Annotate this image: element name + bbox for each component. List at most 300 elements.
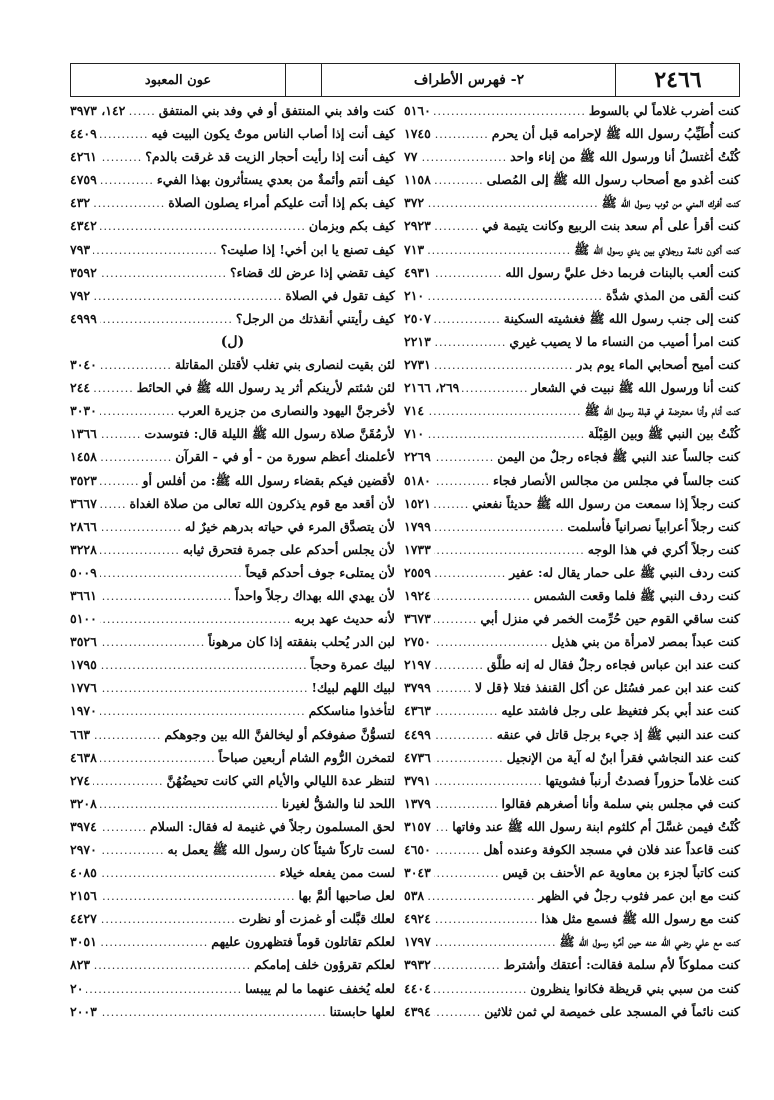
entry-number: ٢١٥٦ — [70, 888, 97, 904]
index-entry — [70, 911, 395, 934]
index-entry — [70, 727, 395, 750]
section-letter: (ل) — [220, 333, 245, 350]
index-entry — [404, 703, 740, 726]
index-entry — [404, 496, 740, 519]
dot-leader — [100, 752, 216, 765]
entry-text: كنت أضرب غلاماً لي بالسوط — [588, 103, 740, 118]
entry-text: كُنْتُ أغتسلُ أنا ورسول الله ﷺ من إناء واحد — [510, 149, 740, 165]
entry-number: ٢٠ — [70, 980, 84, 996]
index-entry — [404, 542, 740, 565]
dot-leader — [434, 475, 490, 488]
entry-number: ٢١٠ — [404, 287, 425, 303]
entry-number: ٣١٥٧ — [404, 818, 431, 834]
dot-leader — [100, 498, 127, 511]
index-entry — [404, 981, 740, 1004]
entry-text: كنت رجلاً إذا سمعت من رسول الله ﷺ حديثاً نفعني — [472, 495, 740, 511]
entry-number: ٢١٩٧ — [404, 657, 431, 673]
dot-leader — [100, 521, 182, 534]
index-entry — [70, 103, 395, 126]
dot-leader — [434, 174, 484, 187]
entry-number: ٣٠٤٠ — [70, 357, 97, 373]
index-entry — [404, 357, 740, 380]
entry-number: ٧١٠ — [404, 426, 425, 442]
index-entry — [404, 334, 740, 357]
index-entry — [70, 773, 395, 796]
dot-leader — [434, 613, 478, 626]
entry-number: ٣٧٢ — [404, 195, 425, 211]
entry-number: ٢٤٤ — [70, 380, 91, 396]
index-entry — [70, 680, 395, 703]
dot-leader — [434, 844, 481, 857]
entry-number: ٥٠٠٩ — [70, 564, 97, 580]
index-entry — [404, 611, 740, 634]
dot-leader — [100, 567, 243, 580]
dot-leader — [93, 244, 218, 257]
index-entry — [404, 1004, 740, 1027]
entry-text: كنت قاعداً عند فلان في مسجد الكوفة وعنده أهل — [483, 842, 740, 857]
entry-text: كنت أنا ورسول الله ﷺ نبيت في الشعار — [531, 380, 740, 396]
entry-text: كيف أنت إذا رأيت أحجار الزيت قد غرقت بالدم؟ — [145, 149, 395, 165]
entry-text: لعلكم تقاتلون قوماً فتظهرون عليهم — [211, 934, 395, 950]
dot-leader — [100, 798, 279, 811]
entry-text: لبيك عمرة وحجاً — [310, 657, 395, 673]
dot-leader — [427, 244, 571, 257]
entry-text: لأن يجلس أحدكم على جمرة فتحرق ثيابه — [182, 541, 395, 557]
index-entry — [404, 588, 740, 611]
entry-text: كنت عند النبي ﷺ إذ جيء برجل قاتل في عنقه — [496, 726, 740, 742]
dot-leader — [100, 659, 308, 672]
index-entry — [404, 311, 740, 334]
entry-text: كنت ردف النبي ﷺ على حمار يقال له: عفير — [509, 564, 740, 580]
index-entry — [70, 172, 395, 195]
dot-leader — [434, 105, 586, 118]
dot-leader — [93, 290, 282, 303]
index-entry — [70, 149, 395, 172]
index-entry — [404, 403, 740, 426]
entry-number: ٦٦٣ — [70, 726, 91, 742]
entry-number: ٣٧٩٩ — [404, 680, 431, 696]
dot-leader — [434, 336, 507, 349]
dot-leader — [100, 1006, 327, 1019]
section-title: ٢- فهرس الأطراف — [321, 64, 616, 96]
entry-number: ٣٠٤٣ — [404, 865, 431, 881]
index-entry — [70, 888, 395, 911]
entry-text: كنت كاتباً لجزء بن معاوية عم الأحنف بن قيس — [502, 865, 740, 881]
dot-leader — [427, 405, 581, 418]
entry-text: كنت أفرك المني من ثوب رسول الله ﷺ — [601, 195, 740, 211]
entry-number: ٧٩٣ — [70, 241, 91, 257]
index-entry — [70, 634, 395, 657]
entry-number: ٢٨٦٦ — [70, 518, 97, 534]
entry-number: ٥١٦٠ — [404, 103, 431, 118]
dot-leader — [100, 613, 291, 626]
index-entry — [404, 680, 740, 703]
dot-leader — [100, 705, 306, 718]
dot-leader — [93, 959, 251, 972]
index-entry — [404, 288, 740, 311]
index-entry — [70, 357, 395, 380]
entry-number: ١٧٩٧ — [404, 934, 431, 950]
index-entry — [404, 449, 740, 472]
dot-leader — [100, 151, 142, 164]
dot-leader — [427, 197, 598, 210]
dot-leader — [462, 382, 528, 395]
dot-leader — [434, 983, 527, 996]
index-entry — [70, 588, 395, 611]
entry-text: كُنْتُ بين النبي ﷺ وبين القِبْلَة — [588, 426, 740, 442]
dot-leader — [434, 936, 557, 949]
entry-text: كنت أقرأ على أم سعد بنت الربيع وكانت يتيمة في — [482, 218, 740, 234]
index-entry — [404, 426, 740, 449]
index-entry — [404, 242, 740, 265]
index-entry — [404, 565, 740, 588]
entry-number: ٥٣٨ — [404, 888, 425, 904]
dot-leader — [93, 775, 163, 788]
index-entry — [404, 195, 740, 218]
dot-leader — [128, 105, 155, 118]
entry-text: لأن أقعد مع قوم يذكرون الله تعالى من صلاة الغداة — [129, 495, 395, 511]
dot-leader — [100, 682, 309, 695]
entry-number: ١٧٧٦ — [70, 680, 97, 696]
index-entry — [404, 888, 740, 911]
index-entry — [70, 542, 395, 565]
entry-number: ٢٥٠٧ — [404, 310, 431, 326]
index-entry — [404, 380, 740, 403]
entry-number: ٤٣٢ — [70, 195, 91, 211]
dot-leader — [434, 498, 469, 511]
entry-text: كيف تصنع يا ابن أخي! إذا صليت؟ — [220, 241, 395, 257]
dot-leader — [100, 451, 172, 464]
index-entry — [70, 380, 395, 403]
entry-number: ٣٠٣٠ — [70, 403, 97, 419]
entry-text: كنت ألقى من المذي شدَّة — [605, 287, 740, 303]
dot-leader — [100, 220, 306, 233]
index-entry — [404, 519, 740, 542]
entry-text: لئن بقيت لنصارى بني تغلب لأقتلن المقاتلة — [174, 357, 395, 373]
index-entry — [404, 773, 740, 796]
entry-number: ٧١٤ — [404, 403, 425, 419]
index-entry — [70, 449, 395, 472]
index-entry — [404, 473, 740, 496]
entry-number: ٣٢٢٨ — [70, 541, 97, 557]
entry-number: ١٧٣٣ — [404, 541, 431, 557]
entry-text: لتنظر عدة الليالي والأيام التي كانت تحيضُهُنَّ — [166, 772, 395, 788]
index-entry — [70, 403, 395, 426]
entry-text: كنت مع علي رضي الله عنه حين أمَّره رسول الله ﷺ — [559, 934, 740, 950]
dot-leader — [434, 729, 494, 742]
entry-number: ٣٢٠٨ — [70, 795, 97, 811]
index-entry — [404, 796, 740, 819]
entry-number: ٣٧٩١ — [404, 772, 431, 788]
entry-text: كنت مع ابن عمر فثوب رجلٌ في الظهر — [538, 888, 740, 904]
entry-text: اللحد لنا والشقُّ لغيرنا — [281, 795, 395, 811]
dot-leader — [434, 544, 585, 557]
entry-number: ١٧٤٥ — [404, 126, 431, 142]
page-header — [70, 63, 740, 97]
dot-leader — [434, 913, 538, 926]
index-entry — [70, 496, 395, 519]
entry-text: كنت في مجلس بني سلمة وأنا أصغرهم فقالوا — [501, 795, 740, 811]
entry-text: كيف أنت إذا أصاب الناس موتٌ يكون البيت فيه — [151, 126, 395, 142]
page-number: ٢٤٦٦ — [615, 64, 740, 96]
index-entry — [70, 981, 395, 1004]
entry-text: كُنْتُ فيمن غسَّلَ أم كلثوم ابنة رسول الله ﷺ عند وفاتها — [452, 818, 740, 834]
entry-number: ٤٣٩٤ — [404, 1003, 431, 1019]
entry-text: كيف بكم وبزمان — [308, 218, 395, 234]
entry-text: كنت نائماً في المسجد على خميصة لي ثمن ثلاثين — [484, 1003, 740, 1019]
dot-leader — [100, 313, 233, 326]
entry-number: ٧٩٢ — [70, 287, 91, 303]
index-entry — [70, 957, 395, 980]
entry-text: كيف بكم إذا أتت عليكم أمراء يصلون الصلاة — [168, 195, 395, 211]
entry-text: لعلكم تقرؤون خلف إمامكم — [254, 957, 395, 973]
entry-text: لبن الدر يُحلب بنفقته إذا كان مرهوناً — [208, 634, 395, 650]
dot-leader — [434, 451, 494, 464]
entry-text: كنت مع رسول الله ﷺ فسمع مثل هذا — [541, 911, 740, 927]
entry-number: ٥١٠٠ — [70, 611, 97, 627]
dot-leader — [100, 590, 232, 603]
entry-number: ٢٠٠٣ — [70, 1003, 97, 1019]
entry-text: لأعلمنك أعظم سورة من - أو في - القرآن — [175, 449, 395, 465]
entry-text: كنت رجلاً أكري في هذا الوجه — [587, 541, 740, 557]
entry-number: ١٧٩٩ — [404, 518, 431, 534]
entry-text: لأن يمتلىء جوف أحدكم قيحاً — [245, 564, 395, 580]
dot-leader — [434, 359, 574, 372]
entry-text: كنت جالساً في مجلس من مجالس الأنصار فجاء — [492, 472, 740, 488]
index-entry — [70, 819, 395, 842]
index-entry — [404, 218, 740, 241]
entry-text: كنت عند النجاشي فقرأ ابنٌ له آية من الإنجيل — [506, 749, 740, 765]
book-title: عون المعبود — [144, 72, 212, 88]
header-spacer — [285, 64, 322, 96]
dot-leader — [420, 151, 507, 164]
entry-number: ٤٤٠٤ — [404, 980, 431, 996]
entry-number: ٤٩٢٤ — [404, 911, 431, 927]
entry-number: ٤٣٤٢ — [70, 218, 97, 234]
index-entry — [404, 265, 740, 288]
entry-number: ٢٢١٣ — [404, 333, 431, 349]
dot-leader — [434, 775, 543, 788]
entry-number: ٣٦٦١ — [70, 587, 97, 603]
dot-leader — [434, 636, 549, 649]
dot-leader — [100, 913, 236, 926]
dot-leader — [434, 521, 565, 534]
index-entry — [70, 565, 395, 588]
entry-number: ٢٥٥٩ — [404, 564, 431, 580]
entry-text: لتسوُّنَّ صفوفكم أو ليخالفنَّ الله بين وجوهكم — [164, 726, 395, 742]
index-entry — [70, 195, 395, 218]
entry-number: ٢٩٢٣ — [404, 218, 431, 234]
entry-text: لعل صاحبها ألمَّ بها — [298, 888, 395, 904]
entry-number: ٤٧٥٩ — [70, 172, 97, 188]
entry-text: كنت وافد بني المنتفق أو في وفد بني المنتفق — [158, 103, 395, 118]
index-entry — [404, 657, 740, 680]
entry-number: ١٤٢، ٣٩٧٣ — [70, 103, 126, 118]
entry-number: ٧٧ — [404, 149, 418, 165]
index-entry — [70, 611, 395, 634]
dot-leader — [434, 659, 484, 672]
entry-number: ٤٩٣١ — [404, 264, 431, 280]
entry-text: كيف رأيتني أنقذتك من الرجل؟ — [235, 310, 395, 326]
entry-text: لأخرجنَّ اليهود والنصارى من جزيرة العرب — [178, 403, 395, 419]
index-entry — [70, 519, 395, 542]
dot-leader — [434, 959, 501, 972]
entry-text: لبيك اللهم لبيك! — [311, 680, 395, 696]
entry-number: ٣٦٧٣ — [404, 611, 431, 627]
index-entry — [404, 911, 740, 934]
dot-leader — [434, 798, 499, 811]
entry-number: ٣٩٧٤ — [70, 818, 97, 834]
entry-text: كنت رجلاً أعرابياً نصرانياً فأسلمت — [567, 518, 740, 534]
entry-text: كيف تقول في الصلاة — [285, 287, 395, 303]
index-entry — [404, 750, 740, 773]
entry-text: لأقضين فيكم بقضاء رسول الله ﷺ: من أفلس أو — [142, 472, 395, 488]
index-entry — [404, 149, 740, 172]
index-entry — [404, 957, 740, 980]
dot-leader — [100, 636, 205, 649]
index-entry — [70, 426, 395, 449]
dot-leader — [100, 821, 147, 834]
entry-text: كنت أكون نائمة ورجلاي بين يدي رسول الله ﷺ — [574, 241, 740, 257]
entry-number: ٧١٣ — [404, 241, 425, 257]
entry-number: ٣٩٣٢ — [404, 957, 431, 973]
entry-number: ١٧٩٥ — [70, 657, 97, 673]
index-entry — [70, 865, 395, 888]
dot-leader — [434, 567, 506, 580]
entry-number: ٢٧٤ — [70, 772, 91, 788]
entry-text: كنت ساقي القوم حين حُرِّمت الخمر في منزل أبي — [480, 611, 740, 627]
entry-number: ٤٠٨٥ — [70, 865, 97, 881]
index-entry — [404, 172, 740, 195]
entry-text: لست ممن يفعله خيلاء — [279, 865, 395, 881]
entry-text: لعلها حابستنا — [329, 1003, 395, 1019]
index-entry — [70, 750, 395, 773]
entry-text: كنت ردف النبي ﷺ فلما وقعت الشمس — [533, 587, 740, 603]
entry-number: ٤٩٩٩ — [70, 310, 97, 326]
dot-leader — [427, 428, 585, 441]
index-entry — [70, 657, 395, 680]
entry-text: لحق المسلمون رجلاً في غنيمة له فقال: السلام — [150, 818, 395, 834]
entry-number: ٢٦٩، ٢١٦٦ — [404, 380, 460, 396]
entry-number: ٢٧٣١ — [404, 357, 431, 373]
entry-number: ١٩٧٠ — [70, 703, 97, 719]
index-entry — [70, 1004, 395, 1027]
entry-text: كنت من سبي بني قريظة فكانوا ينظرون — [530, 980, 740, 996]
entry-text: لعله يُخفف عنهما ما لم ييبسا — [245, 980, 395, 996]
dot-leader — [434, 590, 531, 603]
entry-number: ٣٥٢٣ — [70, 472, 97, 488]
dot-leader — [434, 220, 479, 233]
dot-leader — [434, 267, 503, 280]
entry-number: ٢٢٦٩ — [404, 449, 431, 465]
dot-leader — [434, 752, 504, 765]
index-entry — [70, 218, 395, 241]
entry-text: لأن يهدي الله بهداك رجلاً واحداً — [235, 587, 395, 603]
entry-text: لأنه حديث عهد بربه — [294, 611, 395, 627]
dot-leader — [100, 174, 154, 187]
entry-number: ٤٦٣٨ — [70, 749, 97, 765]
entry-text: كيف أنتم وأئمةٌ من بعدي يستأثرون بهذا الفيء — [156, 172, 395, 188]
entry-text: لأرمُقَنَّ صلاة رسول الله ﷺ الليلة قال: فتوسدت — [144, 426, 395, 442]
entry-number: ٤٦٥٠ — [404, 842, 431, 857]
index-entry — [404, 103, 740, 126]
index-entry — [70, 703, 395, 726]
entry-text: كنت عند أبي بكر فتغيظ على رجل فاشتد عليه — [501, 703, 740, 719]
entry-text: كنت عند ابن عباس فجاءه رجلٌ فقال له إنه طلَّق — [486, 657, 740, 673]
dot-leader — [434, 821, 449, 834]
dot-leader — [100, 359, 172, 372]
index-column-right — [404, 103, 740, 1027]
entry-number: ٤٧٣٦ — [404, 749, 431, 765]
entry-text: كنت أميح أصحابي الماء يوم بدر — [576, 357, 740, 373]
dot-leader — [427, 290, 603, 303]
entry-text: لأن يتصدَّق المرء في حياته بدرهم خيرٌ له — [184, 518, 395, 534]
entry-number: ٤٣٦٣ — [404, 703, 431, 719]
entry-text: لئن شئتم لأرينكم أثر يد رسول الله ﷺ في الحائط — [136, 380, 395, 396]
index-entry — [70, 473, 395, 496]
entry-number: ١٣٧٩ — [404, 795, 431, 811]
entry-number: ١١٥٨ — [404, 172, 431, 188]
dot-leader — [434, 313, 501, 326]
index-entry — [404, 634, 740, 657]
dot-leader — [100, 475, 140, 488]
dot-leader — [100, 128, 149, 141]
dot-leader — [93, 197, 165, 210]
entry-number: ١٩٢٤ — [404, 587, 431, 603]
entry-number: ٣٥٢٦ — [70, 634, 97, 650]
dot-leader — [434, 867, 500, 880]
entry-text: كنت امرأ أصيب من النساء ما لا يصيب غيري — [509, 333, 740, 349]
dot-leader — [100, 867, 277, 880]
dot-leader — [427, 890, 535, 903]
index-entry — [70, 265, 395, 288]
index-column-left — [70, 103, 395, 1027]
entry-text: كنت جالساً عند النبي ﷺ فجاءه رجلٌ من اليمن — [497, 449, 740, 465]
entry-text: كنت أغدو مع أصحاب رسول الله ﷺ إلى المُصلى — [486, 172, 740, 188]
dot-leader — [100, 890, 296, 903]
entry-number: ١٣٦٦ — [70, 426, 97, 442]
entry-text: كنت إلى جنب رسول الله ﷺ فغشيته السكينة — [503, 310, 740, 326]
entry-text: لتأخذوا مناسككم — [308, 703, 395, 719]
index-entry — [404, 126, 740, 149]
dot-leader — [93, 729, 161, 742]
entry-number: ٤٤٠٩ — [70, 126, 97, 142]
entry-number: ٤٤٢٧ — [70, 911, 97, 927]
dot-leader — [93, 382, 134, 395]
entry-text: لعلك قبَّلت أو غمزت أو نظرت — [238, 911, 395, 927]
entry-text: كيف تقضي إذا عرض لك قضاء؟ — [230, 264, 395, 280]
entry-text: كنت عبداً بمصر لامرأة من بني هذيل — [551, 634, 740, 650]
index-entry — [70, 242, 395, 265]
entry-number: ٣٦٦٧ — [70, 495, 97, 511]
entry-text: كنت مملوكاً لأم سلمة فقالت: أعتقك وأشترط — [503, 957, 740, 973]
section-heading — [70, 334, 395, 357]
index-entry — [70, 288, 395, 311]
entry-text: كنت أُطَيِّبُ رسول الله ﷺ لإحرامه قبل أن يحرم — [491, 126, 740, 142]
entry-text: لتمخرن الرُّوم الشام أربعين صباحاً — [218, 749, 395, 765]
entry-text: كنت عند ابن عمر فسُئل عن أكل القنفذ فتلا ﴿قل لا — [475, 680, 740, 696]
index-entry — [70, 796, 395, 819]
index-entry — [70, 311, 395, 334]
index-entry — [404, 934, 740, 957]
dot-leader — [100, 936, 208, 949]
index-entry — [70, 126, 395, 149]
entry-text: كنت غلاماً حزوراً فصدتُ أرنباً فشويتها — [545, 772, 740, 788]
index-entry — [70, 842, 395, 865]
dot-leader — [100, 544, 180, 557]
entry-text: كنت ألعب بالبنات فربما دخل عليَّ رسول الله — [505, 264, 740, 280]
entry-number: ١٥٢١ — [404, 495, 431, 511]
